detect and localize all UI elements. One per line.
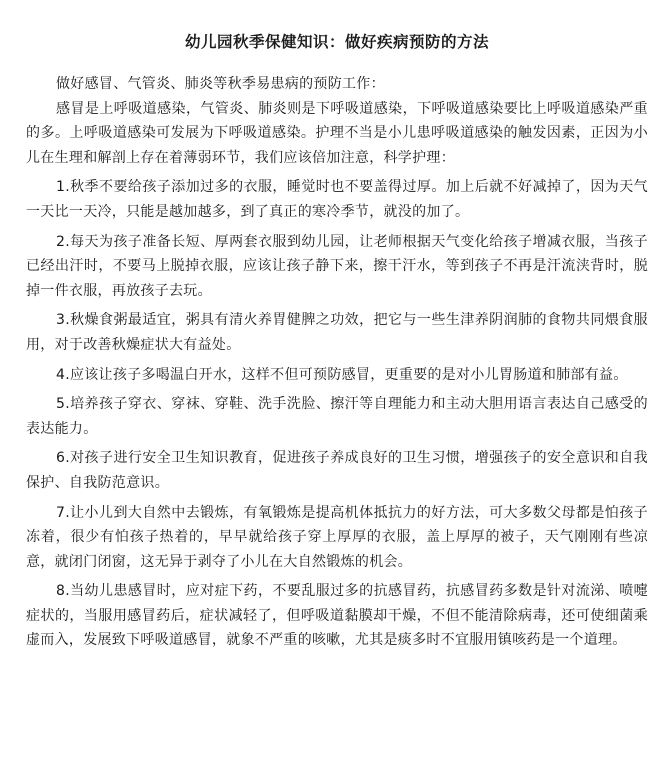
list-item-1: 1.秋季不要给孩子添加过多的衣服，睡觉时也不要盖得过厚。加上后就不好减掉了，因为天气一天比一天冷，只能是越加越多，到了真正的寒冷季节，就没的加了。 xyxy=(26,179,648,220)
document-title: 幼儿园秋季保健知识：做好疾病预防的方法 xyxy=(184,32,489,51)
list-item-5: 5.培养孩子穿衣、穿袜、穿鞋、洗手洗脸、擦汗等自理能力和主动大胆用语言表达自己感受的表达能力。 xyxy=(26,396,648,437)
intro-paragraph: 感冒是上呼吸道感染，气管炎、肺炎则是下呼吸道感染，下呼吸道感染要比上呼吸道感染严重的多。上呼吸道感染可发展为下呼吸道感染。护理不当是小儿患呼吸道感染的触发因素，正因为小儿在生理和解剖上存在着薄弱环节，我们应该倍加注意，科学护理： xyxy=(26,100,648,166)
list-item-6: 6.对孩子进行安全卫生知识教育，促进孩子养成良好的卫生习惯，增强孩子的安全意识和自我保护、自我防范意识。 xyxy=(26,450,648,491)
list-item-4: 4.应该让孩子多喝温白开水，这样不但可预防感冒，更重要的是对小儿胃肠道和肺部有益。 xyxy=(56,366,628,383)
list-item-3: 3.秋燥食粥最适宜，粥具有清火养胃健脾之功效，把它与一些生津养阴润肺的食物共同煨食服用，对于改善秋燥症状大有益处。 xyxy=(26,312,648,353)
list-item-7: 7.让小儿到大自然中去锻炼，有氧锻炼是提高机体抵抗力的好方法，可大多数父母都是怕孩子冻着，很少有怕孩子热着的，早早就给孩子穿上厚厚的衣服，盖上厚厚的被子，天气刚刚有些凉意，就闭门闭窗，这无异于剥夺了小儿在大自然锻炼的机会。 xyxy=(26,504,648,570)
list-item-8: 8.当幼儿患感冒时，应对症下药，不要乱服过多的抗感冒药，抗感冒药多数是针对流涕、喷嚏症状的，当服用感冒药后，症状减轻了，但呼吸道黏膜却干燥，不但不能清除病毒，还可使细菌乘虚而入，发展致下呼吸道感冒，就象不严重的咳嗽，尤其是痰多时不宜服用镇咳药是一个道理。 xyxy=(26,583,648,649)
list-item-2: 2.每天为孩子准备长短、厚两套衣服到幼儿园，让老师根据天气变化给孩子增减衣服，当孩子已经出汗时，不要马上脱掉衣服，应该让孩子静下来，擦干汗水，等到孩子不再是汗流浃背时，脱掉一件衣服，再放孩子去玩。 xyxy=(26,233,648,299)
intro-heading: 做好感冒、气管炎、肺炎等秋季易患病的预防工作： xyxy=(56,76,385,92)
